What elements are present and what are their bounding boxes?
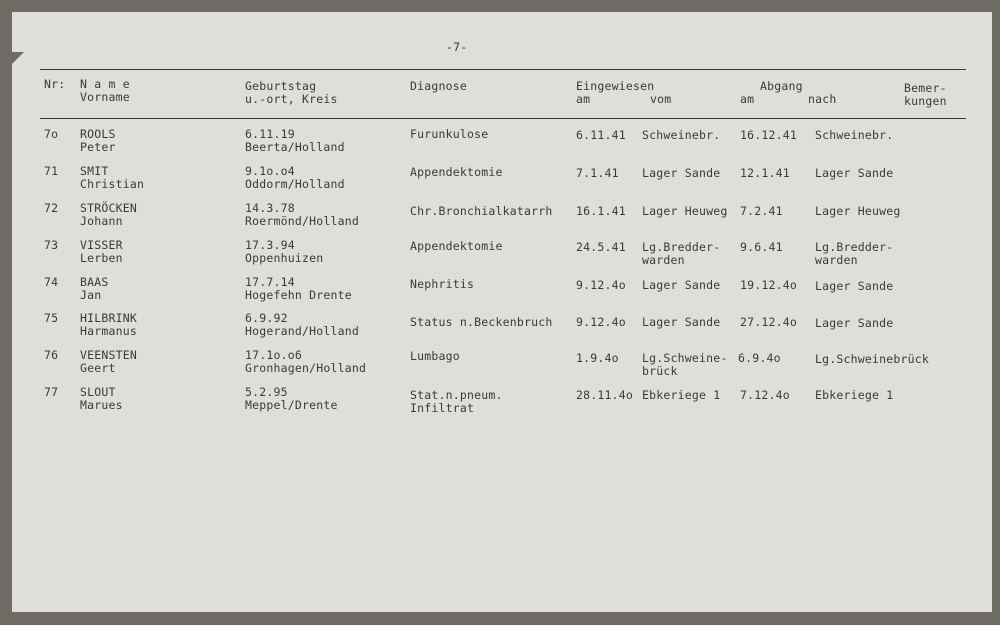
- row-geburtsort: Hogerand/Holland: [245, 324, 359, 338]
- row-diagnose: Lumbago: [410, 349, 460, 363]
- row-eingewiesen-vom: Lager Heuweg: [642, 204, 728, 218]
- header-geburtstag: Geburtstag: [245, 79, 317, 93]
- row-nr: 76: [44, 348, 59, 362]
- row-abgang-am: 12.1.41: [740, 166, 790, 180]
- header-eingewiesen-vom: vom: [650, 92, 672, 106]
- row-geburtsort: Beerta/Holland: [245, 140, 345, 154]
- header-top-rule: [40, 69, 966, 70]
- row-vorname: Jan: [80, 288, 102, 302]
- row-geburtstag: 17.7.14: [245, 275, 295, 289]
- row-nr: 75: [44, 311, 59, 325]
- row-name: SMIT: [80, 164, 109, 178]
- header-eingewiesen: Eingewiesen: [576, 79, 655, 93]
- row-eingewiesen-vom: Schweinebr.: [642, 128, 721, 142]
- row-diagnose: Appendektomie: [410, 165, 503, 179]
- row-geburtstag: 17.3.94: [245, 238, 295, 252]
- header-abgang-am: am: [740, 92, 755, 106]
- row-vorname: Geert: [80, 361, 116, 375]
- row-eingewiesen-am: 7.1.41: [576, 166, 619, 180]
- row-abgang-am: 7.2.41: [740, 204, 783, 218]
- row-eingewiesen-vom: Ebkeriege 1: [642, 388, 721, 402]
- document-page: [12, 12, 992, 612]
- row-geburtsort: Oddorm/Holland: [245, 177, 345, 191]
- row-vorname: Christian: [80, 177, 145, 191]
- row-eingewiesen-vom-cont: warden: [642, 253, 685, 267]
- row-diagnose-cont: Infiltrat: [410, 401, 475, 415]
- row-diagnose: Nephritis: [410, 277, 475, 291]
- row-geburtsort: Hogefehn Drente: [245, 288, 352, 302]
- row-geburtstag: 5.2.95: [245, 385, 288, 399]
- torn-corner: [10, 52, 24, 66]
- row-geburtstag: 9.1o.o4: [245, 164, 295, 178]
- header-nr: Nr:: [44, 77, 66, 91]
- page-number: -7-: [446, 40, 468, 54]
- header-bemerkungen-1: Bemer-: [904, 81, 947, 95]
- row-nr: 77: [44, 385, 59, 399]
- header-vorname: Vorname: [80, 90, 130, 104]
- row-abgang-nach: Lager Sande: [815, 279, 894, 293]
- row-name: ROOLS: [80, 127, 116, 141]
- row-geburtstag: 6.9.92: [245, 311, 288, 325]
- row-eingewiesen-vom: Lager Sande: [642, 278, 721, 292]
- row-vorname: Harmanus: [80, 324, 137, 338]
- row-eingewiesen-am: 16.1.41: [576, 204, 626, 218]
- header-bottom-rule: [40, 118, 966, 119]
- row-vorname: Johann: [80, 214, 123, 228]
- row-nr: 7o: [44, 127, 59, 141]
- header-diagnose: Diagnose: [410, 79, 467, 93]
- row-geburtsort: Oppenhuizen: [245, 251, 324, 265]
- header-ort-kreis: u.-ort, Kreis: [245, 92, 338, 106]
- row-abgang-am: 7.12.4o: [740, 388, 790, 402]
- row-diagnose: Furunkulose: [410, 127, 489, 141]
- row-name: SLOUT: [80, 385, 116, 399]
- row-name: HILBRINK: [80, 311, 137, 325]
- row-abgang-am: 16.12.41: [740, 128, 797, 142]
- row-geburtstag: 17.1o.o6: [245, 348, 302, 362]
- row-eingewiesen-vom: Lager Sande: [642, 166, 721, 180]
- row-abgang-am: 27.12.4o: [740, 315, 797, 329]
- row-abgang-nach: Lager Heuweg: [815, 204, 901, 218]
- row-geburtsort: Meppel/Drente: [245, 398, 338, 412]
- row-geburtsort: Gronhagen/Holland: [245, 361, 367, 375]
- row-nr: 72: [44, 201, 59, 215]
- row-eingewiesen-am: 9.12.4o: [576, 278, 626, 292]
- row-diagnose: Stat.n.pneum.: [410, 388, 503, 402]
- row-geburtstag: 14.3.78: [245, 201, 295, 215]
- row-abgang-nach-cont: warden: [815, 253, 858, 267]
- row-eingewiesen-am: 6.11.41: [576, 128, 626, 142]
- row-name: VEENSTEN: [80, 348, 137, 362]
- row-abgang-nach: Lager Sande: [815, 316, 894, 330]
- row-abgang-nach: Lager Sande: [815, 166, 894, 180]
- row-geburtsort: Roermönd/Holland: [245, 214, 359, 228]
- row-nr: 71: [44, 164, 59, 178]
- row-abgang-am: 6.9.4o: [738, 351, 781, 365]
- row-abgang-am: 9.6.41: [740, 240, 783, 254]
- header-eingewiesen-am: am: [576, 92, 591, 106]
- row-vorname: Peter: [80, 140, 116, 154]
- row-eingewiesen-vom: Lg.Schweine-: [642, 351, 728, 365]
- row-nr: 74: [44, 275, 59, 289]
- row-eingewiesen-vom-cont: brück: [642, 364, 678, 378]
- row-abgang-nach: Ebkeriege 1: [815, 388, 894, 402]
- row-abgang-nach: Lg.Schweinebrück: [815, 352, 929, 366]
- row-diagnose: Status n.Beckenbruch: [410, 315, 553, 329]
- row-eingewiesen-am: 1.9.4o: [576, 351, 619, 365]
- row-eingewiesen-am: 9.12.4o: [576, 315, 626, 329]
- header-abgang-nach: nach: [808, 92, 837, 106]
- row-diagnose: Appendektomie: [410, 239, 503, 253]
- row-vorname: Marues: [80, 398, 123, 412]
- row-name: BAAS: [80, 275, 109, 289]
- header-name: N a m e: [80, 77, 130, 91]
- row-nr: 73: [44, 238, 59, 252]
- row-eingewiesen-am: 28.11.4o: [576, 388, 633, 402]
- row-abgang-nach: Lg.Bredder-: [815, 240, 894, 254]
- row-abgang-nach: Schweinebr.: [815, 128, 894, 142]
- row-eingewiesen-am: 24.5.41: [576, 240, 626, 254]
- row-name: VISSER: [80, 238, 123, 252]
- row-eingewiesen-vom: Lg.Bredder-: [642, 240, 721, 254]
- header-abgang: Abgang: [760, 79, 803, 93]
- row-vorname: Lerben: [80, 251, 123, 265]
- row-abgang-am: 19.12.4o: [740, 278, 797, 292]
- row-diagnose: Chr.Bronchialkatarrh: [410, 204, 553, 218]
- header-bemerkungen-2: kungen: [904, 94, 947, 108]
- row-name: STRÖCKEN: [80, 201, 137, 215]
- row-eingewiesen-vom: Lager Sande: [642, 315, 721, 329]
- row-geburtstag: 6.11.19: [245, 127, 295, 141]
